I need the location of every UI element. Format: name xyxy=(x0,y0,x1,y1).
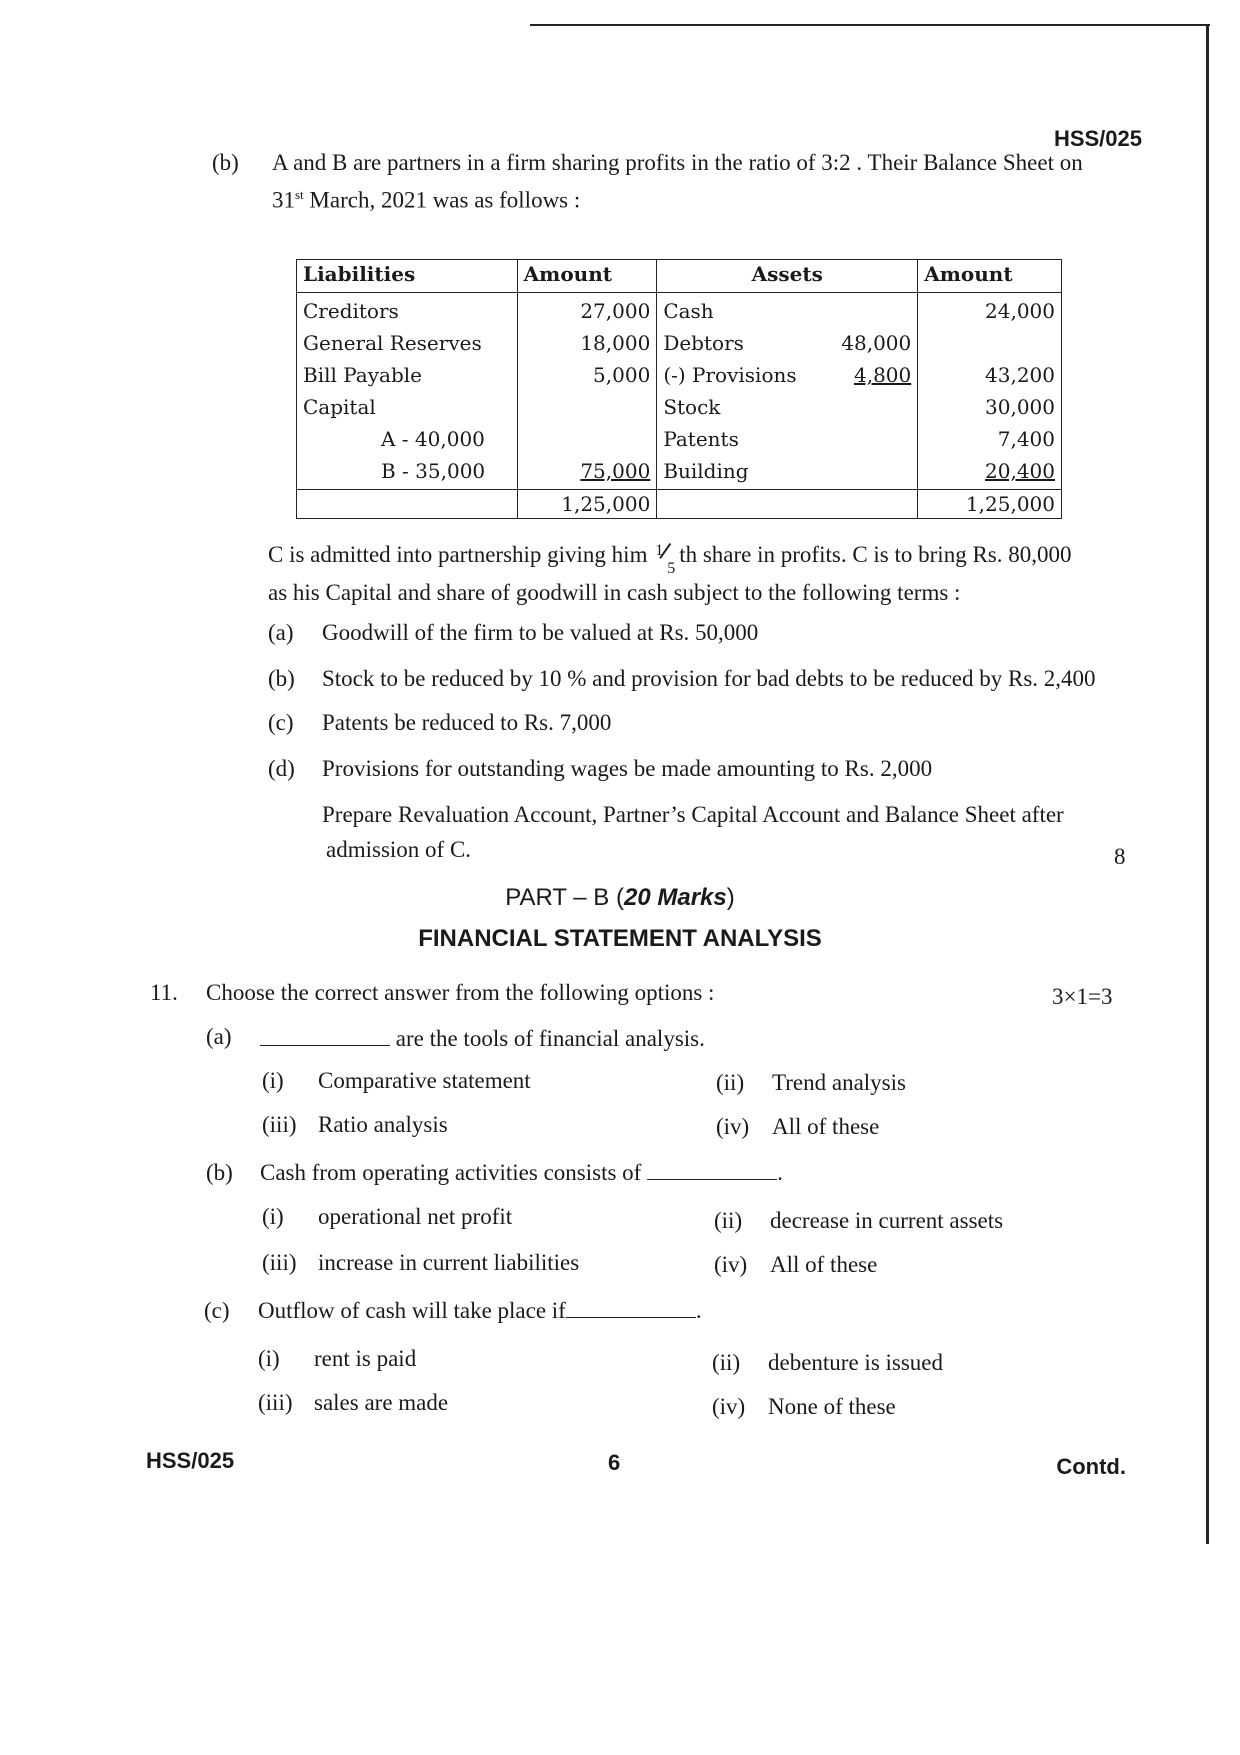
term-label: (a) xyxy=(268,620,294,645)
option xyxy=(716,1114,879,1140)
instruction-line2: admission of C. xyxy=(326,837,472,862)
fraction-denominator: 5 xyxy=(667,559,676,577)
option xyxy=(262,1068,531,1094)
option-label: (iv) xyxy=(714,1252,748,1277)
term-label: (d) xyxy=(268,756,295,781)
asset-sub-amount xyxy=(810,455,911,487)
item-a-stem-text: are the tools of financial analysis. xyxy=(395,1026,705,1051)
date-rest: March, 2021 was as follows : xyxy=(303,187,581,213)
option-label: (i) xyxy=(258,1346,280,1371)
header-paper-code: HSS/025 xyxy=(1053,126,1142,151)
item-b-label: (b) xyxy=(206,1160,233,1185)
option-label: (iv) xyxy=(716,1114,750,1139)
option xyxy=(262,1112,448,1138)
option-label: (ii) xyxy=(712,1350,741,1375)
option-text: Comparative statement xyxy=(318,1068,531,1093)
answer-blank xyxy=(260,1027,390,1046)
footer-contd: Contd. xyxy=(1056,1454,1126,1479)
asset-sub-amount xyxy=(810,391,911,423)
assets-column xyxy=(657,293,805,490)
liability-item: General Reserves xyxy=(303,331,482,355)
option-text: sales are made xyxy=(314,1390,449,1415)
liability-amount: 18,000 xyxy=(580,331,651,355)
asset-amount: 20,400 xyxy=(985,459,1055,483)
option xyxy=(258,1390,448,1416)
instruction-line1: Prepare Revaluation Account, Partner’s Capital Account and Balance Sheet after xyxy=(322,802,1064,827)
liability-item: Capital xyxy=(303,395,376,419)
fraction-numerator: 1 xyxy=(655,541,664,559)
capital-a: A - 40,000 xyxy=(381,427,485,451)
admission-line1 xyxy=(268,540,1072,577)
asset-item: Cash xyxy=(663,299,714,323)
top-border-line xyxy=(530,24,1210,26)
question-b-label: (b) xyxy=(212,150,239,175)
option-text: decrease in current assets xyxy=(770,1208,1004,1233)
option xyxy=(712,1350,943,1376)
header-assets-amount: Amount xyxy=(918,260,1062,293)
option-text: All of these xyxy=(772,1114,880,1139)
question-b-marks: 8 xyxy=(1114,844,1126,869)
answer-blank xyxy=(566,1299,696,1318)
part-b-subtitle: FINANCIAL STATEMENT ANALYSIS xyxy=(418,925,822,952)
asset-amount: 43,200 xyxy=(985,363,1055,387)
total-assets: 1,25,000 xyxy=(918,490,1062,519)
total-liabilities: 1,25,000 xyxy=(517,490,657,519)
option-label: (i) xyxy=(262,1068,284,1093)
part-b-marks: 20 Marks xyxy=(623,884,727,911)
date-day: 31 xyxy=(272,187,295,213)
option-text: All of these xyxy=(770,1252,878,1277)
asset-sub-amount: 48,000 xyxy=(841,331,912,355)
option-text: operational net profit xyxy=(318,1204,513,1229)
option-label: (ii) xyxy=(714,1208,743,1233)
option-label: (iii) xyxy=(262,1112,297,1137)
term-label: (c) xyxy=(268,710,294,735)
item-c-stem-text: Outflow of cash will take place if xyxy=(258,1298,566,1323)
part-b-title xyxy=(0,884,1240,912)
part-b-prefix: PART – B ( xyxy=(505,884,624,911)
item-c-label: (c) xyxy=(204,1298,230,1323)
option-text: None of these xyxy=(768,1394,896,1419)
term-label: (b) xyxy=(268,666,295,691)
option xyxy=(716,1070,906,1096)
item-a-label: (a) xyxy=(206,1024,232,1049)
term-text: Stock to be reduced by 10 % and provision for bad debts to be reduced by Rs. 2,400 xyxy=(322,666,1096,691)
term-text: Provisions for outstanding wages be made amounting to Rs. 2,000 xyxy=(322,756,933,781)
liability-amount: 27,000 xyxy=(580,299,651,323)
balance-sheet-total-row xyxy=(297,490,1062,519)
admission-post: th share in profits. C is to bring Rs. 80,000 xyxy=(679,542,1072,567)
option xyxy=(714,1252,877,1278)
part-b-suffix: ) xyxy=(726,884,735,911)
asset-item: (-) Provisions xyxy=(663,363,797,387)
asset-amounts-column xyxy=(918,293,1062,490)
option xyxy=(262,1204,512,1230)
item-b-stem: Cash from operating activities consists of . xyxy=(260,1160,783,1185)
admission-pre: C is admitted into partnership giving him xyxy=(268,542,648,567)
balance-sheet-body xyxy=(297,293,1062,490)
fraction xyxy=(653,541,679,577)
balance-sheet-header-row xyxy=(297,260,1062,293)
term-text: Goodwill of the firm to be valued at Rs. 50,000 xyxy=(322,620,759,645)
asset-amount: 7,400 xyxy=(997,427,1055,451)
term-text: Patents be reduced to Rs. 7,000 xyxy=(322,710,612,735)
liability-amounts-column xyxy=(517,293,657,490)
asset-amount: 30,000 xyxy=(985,395,1055,419)
balance-sheet-table xyxy=(296,259,1062,519)
asset-sub-amount: 4,800 xyxy=(853,363,912,387)
liability-item: Creditors xyxy=(303,299,399,323)
date-suffix: st xyxy=(295,187,304,202)
answer-blank xyxy=(647,1161,777,1180)
footer-page-number: 6 xyxy=(608,1450,621,1475)
liability-amount: 75,000 xyxy=(580,459,651,483)
liabilities-column xyxy=(297,293,518,490)
option-label: (i) xyxy=(262,1204,284,1229)
admission-line2: as his Capital and share of goodwill in cash subject to the following terms : xyxy=(268,580,961,605)
liability-item: Bill Payable xyxy=(303,363,422,387)
option xyxy=(714,1208,1003,1234)
header-liabilities-amount: Amount xyxy=(517,260,657,293)
footer-paper-code: HSS/025 xyxy=(146,1448,235,1473)
asset-item: Stock xyxy=(663,395,721,419)
asset-item: Patents xyxy=(663,427,739,451)
asset-item: Building xyxy=(663,459,749,483)
liability-amount xyxy=(524,423,651,455)
option-text: rent is paid xyxy=(314,1346,417,1371)
question-b-intro-line2 xyxy=(272,180,580,216)
option xyxy=(262,1250,579,1276)
item-c-stem: Outflow of cash will take place if . xyxy=(258,1298,702,1323)
liability-amount: 5,000 xyxy=(593,363,651,387)
option xyxy=(258,1346,416,1372)
asset-amount xyxy=(924,327,1055,359)
right-border-line xyxy=(1206,24,1209,1544)
header-liabilities: Liabilities xyxy=(297,260,518,293)
item-a-stem xyxy=(260,1024,705,1054)
asset-sub-amount xyxy=(810,423,911,455)
asset-item: Debtors xyxy=(663,331,744,355)
asset-amount: 24,000 xyxy=(985,299,1055,323)
option-label: (iv) xyxy=(712,1394,746,1419)
asset-sub-amounts-column xyxy=(804,293,917,490)
option-text: Trend analysis xyxy=(772,1070,906,1095)
option-label: (ii) xyxy=(716,1070,745,1095)
question-b-intro-line1: A and B are partners in a firm sharing profits in the ratio of 3:2 . Their Balance Sheet on xyxy=(272,150,1083,175)
item-b-stem-text: Cash from operating activities consists of xyxy=(260,1160,642,1185)
question-11-marks: 3×1=3 xyxy=(1052,984,1113,1009)
asset-sub-amount xyxy=(810,295,911,327)
option-text: increase in current liabilities xyxy=(318,1250,580,1275)
option-label: (iii) xyxy=(258,1390,293,1415)
option xyxy=(712,1394,896,1420)
header-assets: Assets xyxy=(657,260,918,293)
option-label: (iii) xyxy=(262,1250,297,1275)
option-text: debenture is issued xyxy=(768,1350,944,1375)
liability-amount xyxy=(524,391,651,423)
question-11-prompt: Choose the correct answer from the following options : xyxy=(206,980,715,1005)
option-text: Ratio analysis xyxy=(318,1112,448,1137)
question-11-number: 11. xyxy=(150,980,178,1005)
capital-b: B - 35,000 xyxy=(381,459,486,483)
